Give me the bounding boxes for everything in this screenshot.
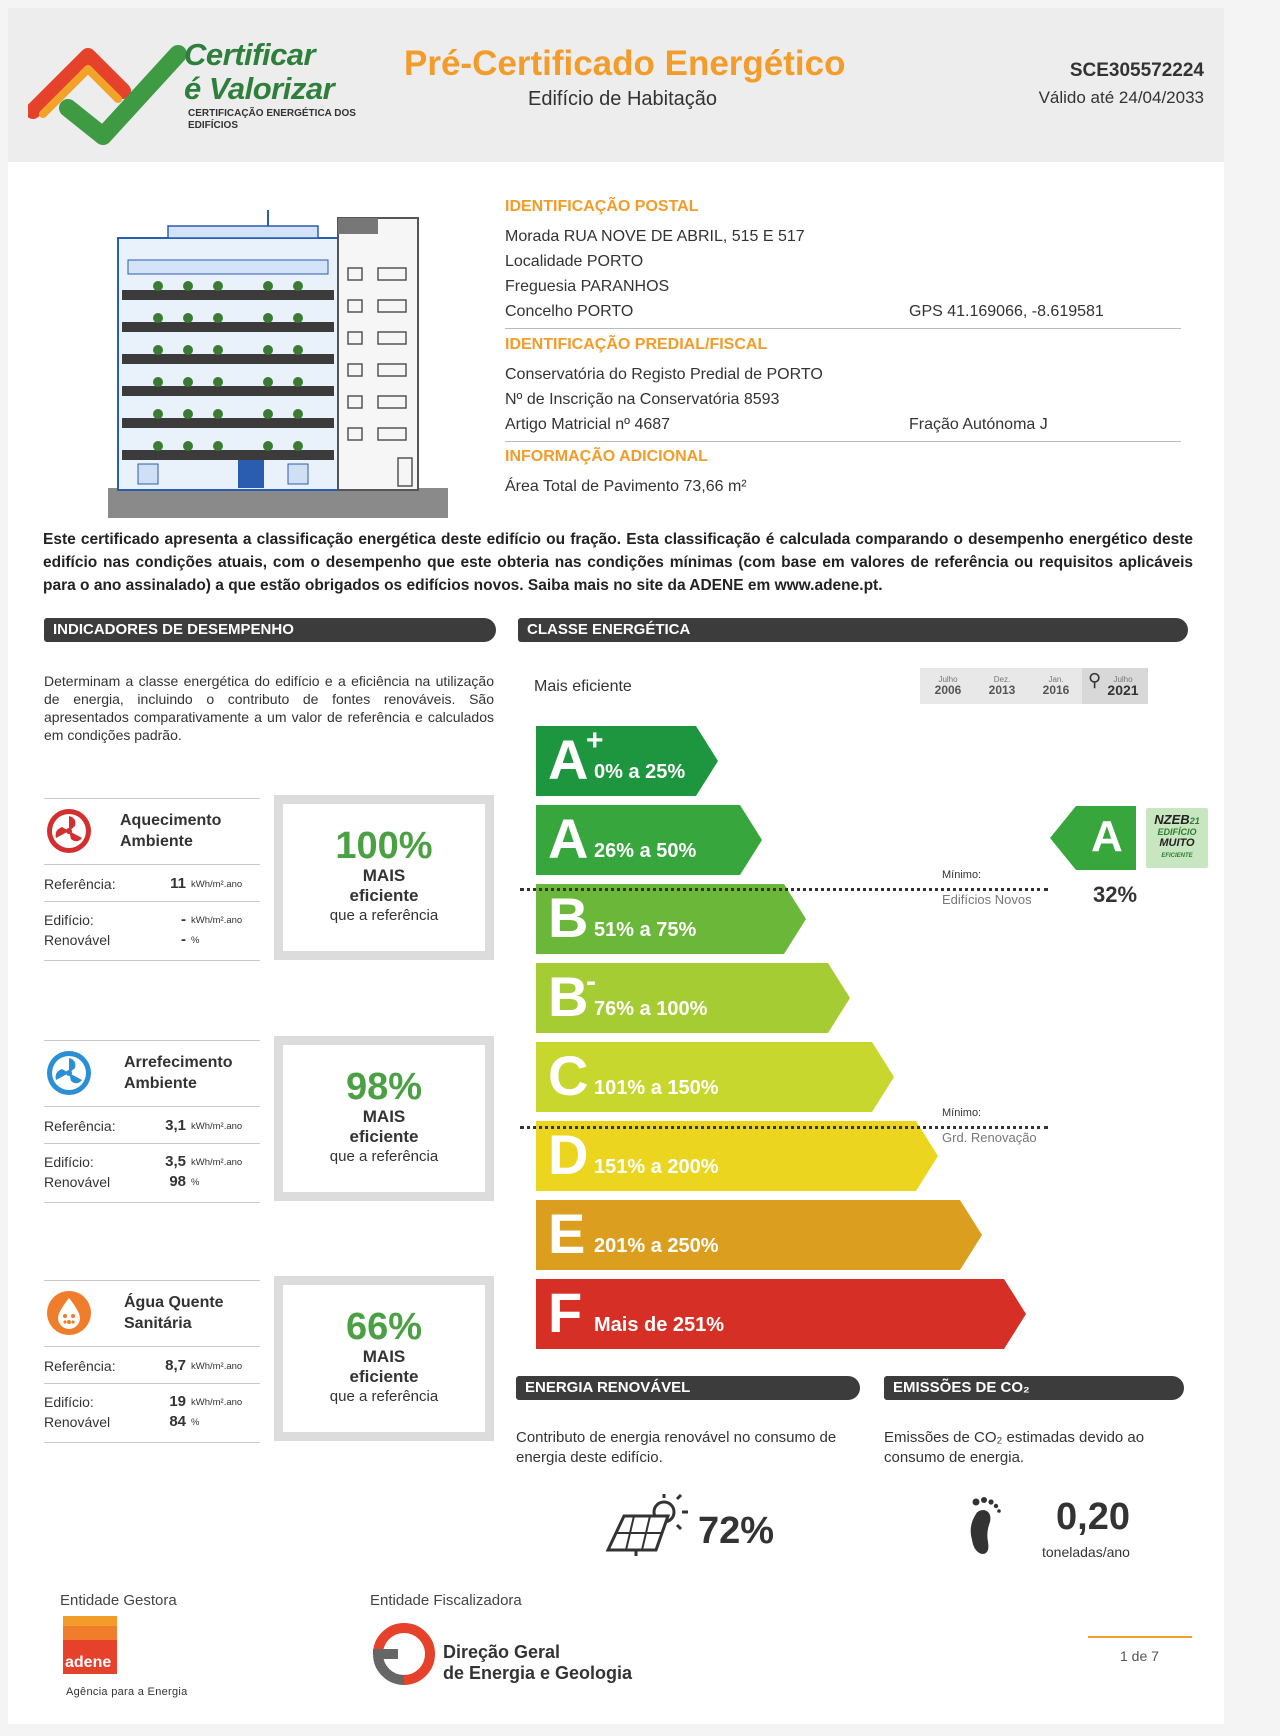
minimum-renovation-label: Mínimo: — [942, 1107, 982, 1119]
reference-label: Referência: — [44, 876, 116, 892]
divider — [44, 1106, 260, 1107]
efficiency-box — [274, 1276, 494, 1441]
ribbon-icon: ⚲ — [1088, 670, 1102, 690]
performance-heading: INDICADORES DE DESEMPENHO — [44, 618, 496, 642]
efficiency-mais: MAIS — [362, 866, 406, 885]
indicator-name-line2: Ambiente — [124, 1075, 197, 1092]
energy-class-range: 51% a 75% — [594, 919, 697, 941]
building-value: 3,5 — [165, 1153, 186, 1170]
header — [8, 8, 1224, 162]
indicator-name-line1: Aquecimento — [120, 812, 222, 829]
divider — [505, 328, 1181, 329]
renewable-description: Contributo de energia renovável no consumo de energia deste edifício. — [516, 1429, 837, 1466]
energy-class-bar — [536, 726, 718, 796]
efficiency-percent: 98% — [345, 1066, 423, 1108]
energy-class-letter: D — [548, 1123, 589, 1186]
divider — [44, 960, 260, 961]
minimum-new-sub: Edifícios Novos — [942, 892, 1032, 907]
co2-value: 0,20 — [1056, 1496, 1130, 1538]
co2-unit: toneladas/ano — [1042, 1544, 1130, 1560]
intro-text: Este certificado apresenta a classificação energética deste edifício ou fração. Esta classificação é calculada comparando o desempenho energético deste edifício nas condições atuais, com o desempenho que este obteria nas condições mínimas (com base em valores de referência ou requisitos aplicáveis para o ano assinalado) a que estão obrigados os edifícios novos. Saiba mais no site da ADENE em www.adene.pt. — [43, 531, 1193, 594]
predial-identification — [505, 336, 1181, 442]
energy-class-range: 201% a 250% — [594, 1235, 719, 1257]
dgeg-line1: Direção Geral — [443, 1642, 561, 1662]
fiscalizadora-label: Entidade Fiscalizadora — [370, 1592, 522, 1609]
co2-description: Emissões de CO₂ estimadas devido ao consumo de energia. — [884, 1429, 1145, 1466]
divider — [44, 1442, 260, 1443]
building-unit: kWh/m².ano — [191, 1157, 243, 1168]
reference-value: 3,1 — [165, 1117, 186, 1134]
postal-concelho-row — [505, 299, 1181, 324]
energy-class-bar — [536, 963, 850, 1033]
dgeg-name — [443, 1642, 632, 1684]
minimum-renovation-sub: Grd. Renovação — [942, 1130, 1037, 1145]
certificate-validity: Válido até 24/04/2033 — [1038, 88, 1204, 107]
postal-freguesia: Freguesia PARANHOS — [505, 278, 670, 295]
renewable-value: - — [181, 931, 186, 948]
predial-inscricao: Nº de Inscrição na Conservatória 8593 — [505, 391, 780, 408]
energy-class-bar — [536, 1279, 1026, 1349]
divider — [44, 864, 260, 865]
renewable-label: Renovável — [44, 932, 111, 948]
efficiency-box — [274, 1036, 494, 1201]
logo-subtitle: CERTIFICAÇÃO ENERGÉTICA DOS EDIFÍCIOS — [188, 108, 356, 131]
timeline-step-active: ⚲ Julho 2021 — [1082, 668, 1148, 704]
postal-morada: Morada RUA NOVE DE ABRIL, 515 E 517 — [505, 228, 805, 245]
footprint-icon — [964, 1496, 1004, 1558]
adene-tagline: Agência para a Energia — [66, 1686, 188, 1698]
divider — [44, 1202, 260, 1203]
additional-information — [505, 448, 1181, 499]
renewable-label: Renovável — [44, 1174, 111, 1190]
postal-heading: IDENTIFICAÇÃO POSTAL — [505, 198, 699, 215]
reference-label: Referência: — [44, 1358, 116, 1374]
solar-panel-icon — [598, 1494, 694, 1556]
postal-gps: GPS 41.169066, -8.619581 — [909, 303, 1104, 320]
nzeb-badge: NZEB21 EDIFÍCIO MUITO EFICIENTE — [1146, 808, 1208, 868]
water-drop-icon — [46, 1290, 92, 1336]
energy-class-letter: E — [548, 1202, 586, 1265]
building-illustration-icon — [108, 208, 448, 518]
building-label: Edifício: — [44, 1394, 94, 1410]
efficiency-percent: 100% — [335, 825, 433, 867]
adicional-heading: INFORMAÇÃO ADICIONAL — [505, 448, 708, 465]
logo-title-line1: Certificar — [184, 37, 316, 72]
dgeg-logo-icon — [368, 1620, 440, 1686]
result-class-letter: A — [1091, 812, 1123, 861]
timeline-step: Jan. 2016 — [1028, 668, 1084, 704]
predial-conservatoria: Conservatória do Registo Predial de PORTO — [505, 366, 823, 383]
postal-concelho: Concelho PORTO — [505, 303, 634, 320]
divider — [44, 901, 260, 902]
energy-class-modifier: + — [586, 724, 604, 757]
energy-class-range: 0% a 25% — [594, 761, 686, 783]
renewable-unit: % — [191, 935, 200, 946]
efficiency-ref: que a referência — [329, 1148, 439, 1165]
divider — [44, 1346, 260, 1347]
renewable-unit: % — [191, 1417, 200, 1428]
reference-label: Referência: — [44, 1118, 116, 1134]
energy-class-bar — [536, 1042, 894, 1112]
energy-class-letter: F — [548, 1281, 583, 1344]
energy-class-bar — [536, 805, 762, 875]
energy-class-range: 26% a 50% — [594, 840, 697, 862]
fan-cooling-icon — [46, 1050, 92, 1096]
logo-title-line2: é Valorizar — [184, 71, 335, 106]
efficiency-ref: que a referência — [329, 907, 439, 924]
divider — [44, 1383, 260, 1384]
predial-artigo-row — [505, 412, 1181, 437]
gestora-label: Entidade Gestora — [60, 1592, 177, 1609]
energy-class-bar — [536, 1121, 938, 1191]
energy-class-range: Mais de 251% — [594, 1314, 725, 1336]
postal-identification — [505, 198, 1181, 329]
postal-localidade: Localidade PORTO — [505, 253, 644, 270]
building-label: Edifício: — [44, 1154, 94, 1170]
efficiency-eficiente: eficiente — [349, 1127, 419, 1146]
divider — [44, 1280, 260, 1281]
efficiency-mais: MAIS — [362, 1347, 406, 1366]
efficiency-eficiente: eficiente — [349, 1367, 419, 1386]
certificate-page — [8, 8, 1224, 1724]
adene-name: adene — [65, 1654, 112, 1671]
predial-artigo: Artigo Matricial nº 4687 — [505, 416, 671, 433]
minimum-renovation-line — [520, 1126, 1048, 1129]
building-unit: kWh/m².ano — [191, 915, 243, 926]
energy-class-letter: C — [548, 1044, 589, 1107]
divider — [44, 798, 260, 799]
indicator-name-line2: Ambiente — [120, 833, 193, 850]
renewable-unit: % — [191, 1177, 200, 1188]
minimum-new-label: Mínimo: — [942, 869, 982, 881]
divider — [44, 1040, 260, 1041]
renewable-value: 72% — [698, 1510, 775, 1552]
efficiency-percent: 66% — [345, 1306, 423, 1348]
minimum-new-line — [520, 888, 1048, 891]
reference-unit: kWh/m².ano — [191, 879, 243, 890]
energy-class-letter: A — [548, 728, 589, 791]
renewable-label: Renovável — [44, 1414, 111, 1430]
energy-class-bar — [536, 884, 806, 954]
efficiency-mais: MAIS — [362, 1107, 406, 1126]
efficiency-ref: que a referência — [329, 1388, 439, 1405]
timeline-step: Dez. 2013 — [974, 668, 1030, 704]
divider — [44, 1143, 260, 1144]
mais-eficiente-label: Mais eficiente — [534, 678, 632, 695]
energy-class-modifier: - — [586, 965, 596, 998]
certificate-number: SCE305572224 — [1069, 60, 1204, 81]
efficiency-box — [274, 795, 494, 960]
reference-unit: kWh/m².ano — [191, 1361, 243, 1372]
reference-value: 11 — [170, 875, 186, 892]
renewable-value: 98 — [169, 1173, 186, 1190]
predial-heading: IDENTIFICAÇÃO PREDIAL/FISCAL — [505, 336, 768, 353]
reference-unit: kWh/m².ano — [191, 1121, 243, 1132]
reference-value: 8,7 — [165, 1357, 186, 1374]
renewable-heading: ENERGIA RENOVÁVEL — [516, 1376, 860, 1400]
result-percent: 32% — [1093, 882, 1138, 907]
energy-class-bar — [536, 1200, 982, 1270]
energy-class-letter: B — [548, 965, 589, 1028]
document-title: Pré-Certificado Energético — [404, 44, 846, 83]
timeline-step: Julho 2006 — [920, 668, 976, 704]
adicional-area: Área Total de Pavimento 73,66 m² — [505, 478, 747, 495]
co2-heading: EMISSÕES DE CO₂ — [884, 1376, 1184, 1400]
predial-fracao: Fração Autónoma J — [909, 416, 1048, 433]
building-value: 19 — [169, 1393, 186, 1410]
certificar-logo-icon — [28, 36, 188, 146]
energy-class-letter: B — [548, 886, 589, 949]
page-number: 1 de 7 — [1120, 1648, 1159, 1664]
divider — [505, 441, 1181, 442]
efficiency-eficiente: eficiente — [349, 886, 419, 905]
energy-class-heading: CLASSE ENERGÉTICA — [518, 618, 1188, 642]
fan-heating-icon — [46, 808, 92, 854]
indicator-name-line1: Arrefecimento — [124, 1054, 233, 1071]
energy-class-range: 151% a 200% — [594, 1156, 719, 1178]
building-label: Edifício: — [44, 912, 94, 928]
indicator-name-line1: Água Quente — [124, 1294, 224, 1311]
document-subtitle: Edifício de Habitação — [528, 88, 718, 110]
dgeg-line2: de Energia e Geologia — [443, 1663, 633, 1683]
page-rule — [1088, 1636, 1192, 1638]
energy-class-range: 101% a 150% — [594, 1077, 719, 1099]
energy-class-letter: A — [548, 807, 589, 870]
renewable-value: 84 — [169, 1413, 186, 1430]
energy-class-range: 76% a 100% — [594, 998, 708, 1020]
performance-description: Determinam a classe energética do edifício e a eficiência na utilização de energia, incluindo o contributo de fontes renováveis. São apresentados comparativamente a um valor de referência e calculados em condições padrão. — [44, 673, 494, 743]
building-value: - — [181, 911, 186, 928]
building-unit: kWh/m².ano — [191, 1397, 243, 1408]
indicator-name-line2: Sanitária — [124, 1315, 192, 1332]
